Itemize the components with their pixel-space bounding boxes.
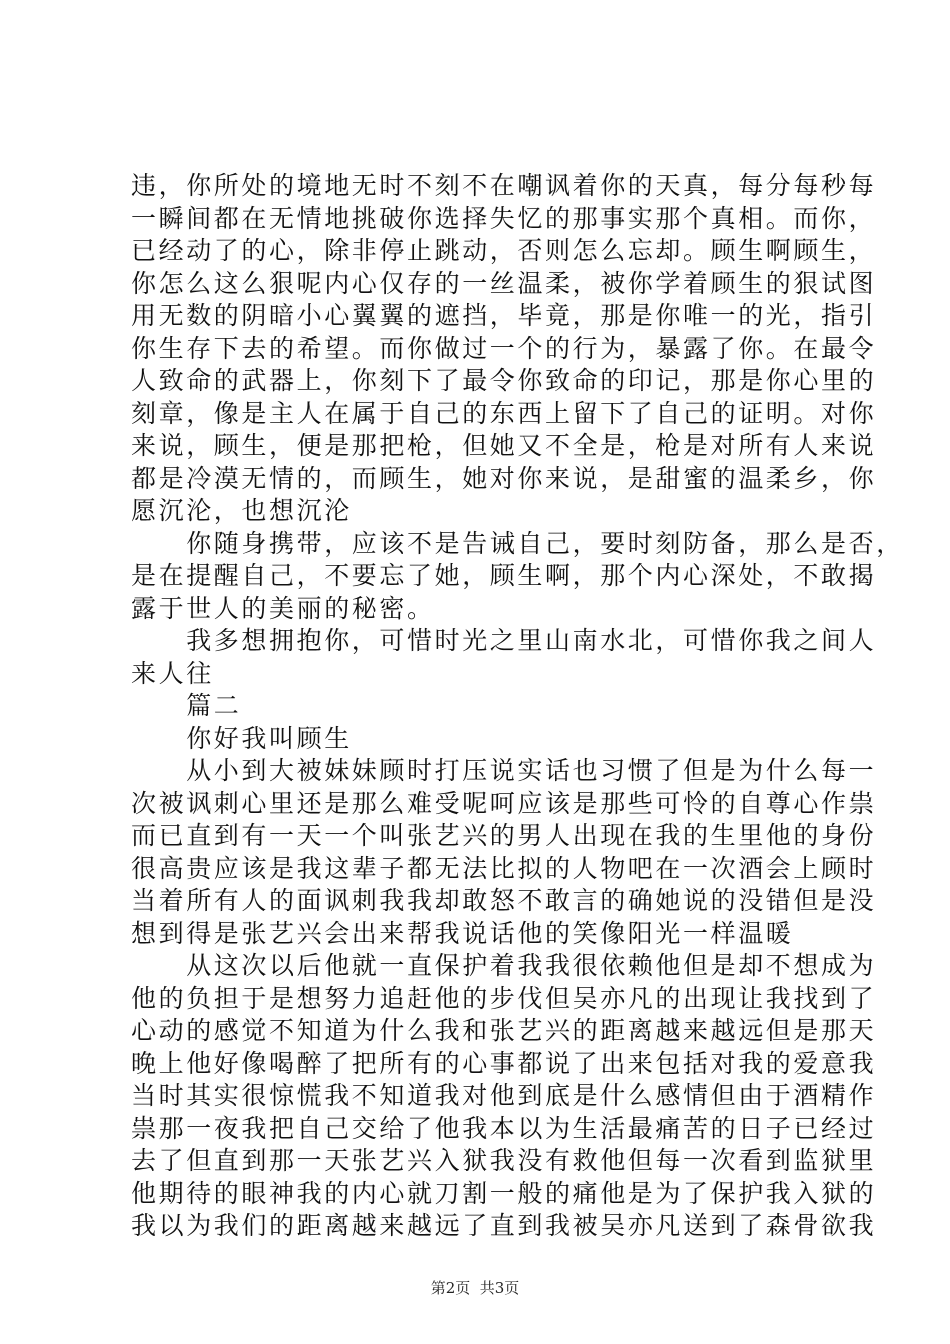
text-line: 来说，顾生，便是那把枪，但她又不全是，枪是对所有人来说	[131, 431, 877, 460]
text-line: 我以为我们的距离越来越远了直到我被吴亦凡送到了森骨欲我	[131, 1211, 877, 1240]
text-line: 你随身携带，应该不是告诫自己，要时刻防备，那么是否，	[131, 528, 904, 558]
text-line: 你生存下去的希望。而你做过一个的行为，暴露了你。在最令	[131, 333, 877, 363]
text-line: 心动的感觉不知道为什么我和张艺兴的距离越来越远但是那天	[131, 1016, 877, 1045]
text-line: 去了但直到那一天张艺兴入狱我没有救他但每一次看到监狱里	[131, 1146, 877, 1175]
text-line: 从小到大被妹妹顾时打压说实话也习惯了但是为什么每一	[131, 756, 877, 785]
text-line: 次被讽刺心里还是那么难受呢呵应该是那些可怜的自尊心作祟	[131, 788, 877, 818]
text-line: 用无数的阴暗小心翼翼的遮挡，毕竟，那是你唯一的光，指引	[131, 301, 877, 330]
text-line: 我多想拥抱你，可惜时光之里山南水北，可惜你我之间人	[131, 626, 877, 655]
text-line: 当着所有人的面讽刺我我却敢怒不敢言的确她说的没错但是没	[131, 886, 877, 915]
text-line: 想到得是张艺兴会出来帮我说话他的笑像阳光一样温暖	[131, 918, 794, 948]
text-line: 来人往	[131, 658, 214, 688]
text-line: 他的负担于是想努力追赶他的步伐但吴亦凡的出现让我找到了	[131, 983, 877, 1013]
text-line: 刻章，像是主人在属于自己的东西上留下了自己的证明。对你	[131, 398, 877, 428]
text-line: 你好我叫顾生	[131, 723, 352, 753]
text-line: 露于世人的美丽的秘密。	[131, 593, 435, 623]
page-footer	[0, 1278, 950, 1298]
text-line: 而已直到有一天一个叫张艺兴的男人出现在我的生里他的身份	[131, 821, 877, 850]
text-line: 一瞬间都在无情地挑破你选择失忆的那事实那个真相。而你，	[131, 203, 877, 233]
text-line: 是在提醒自己，不要忘了她，顾生啊，那个内心深处，不敢揭	[131, 561, 877, 590]
text-line: 祟那一夜我把自己交给了他我本以为生活最痛苦的日子已经过	[131, 1113, 877, 1143]
text-line: 他期待的眼神我的内心就刀割一般的痛他是为了保护我入狱的	[131, 1178, 877, 1208]
section-heading: 篇二	[131, 691, 242, 720]
text-line: 违，你所处的境地无时不刻不在嘲讽着你的天真，每分每秒每	[131, 171, 877, 200]
text-line: 从这次以后他就一直保护着我我很依赖他但是却不想成为	[131, 951, 877, 980]
text-line: 都是冷漠无情的，而顾生，她对你来说，是甜蜜的温柔乡，你	[131, 463, 877, 493]
text-line: 愿沉沦，也想沉沦	[131, 496, 352, 525]
text-line: 你怎么这么狠呢内心仅存的一丝温柔，被你学着顾生的狠试图	[131, 268, 877, 298]
text-line: 当时其实很惊慌我不知道我对他到底是什么感情但由于酒精作	[131, 1081, 877, 1110]
body-text	[131, 170, 904, 1243]
page-number: 第2页 共3页	[430, 1279, 520, 1297]
text-line: 已经动了的心，除非停止跳动，否则怎么忘却。顾生啊顾生，	[131, 236, 877, 265]
text-line: 人致命的武器上，你刻下了最令你致命的印记，那是你心里的	[131, 366, 877, 395]
text-line: 晚上他好像喝醉了把所有的心事都说了出来包括对我的爱意我	[131, 1048, 877, 1078]
text-line: 很高贵应该是我这辈子都无法比拟的人物吧在一次酒会上顾时	[131, 853, 877, 883]
